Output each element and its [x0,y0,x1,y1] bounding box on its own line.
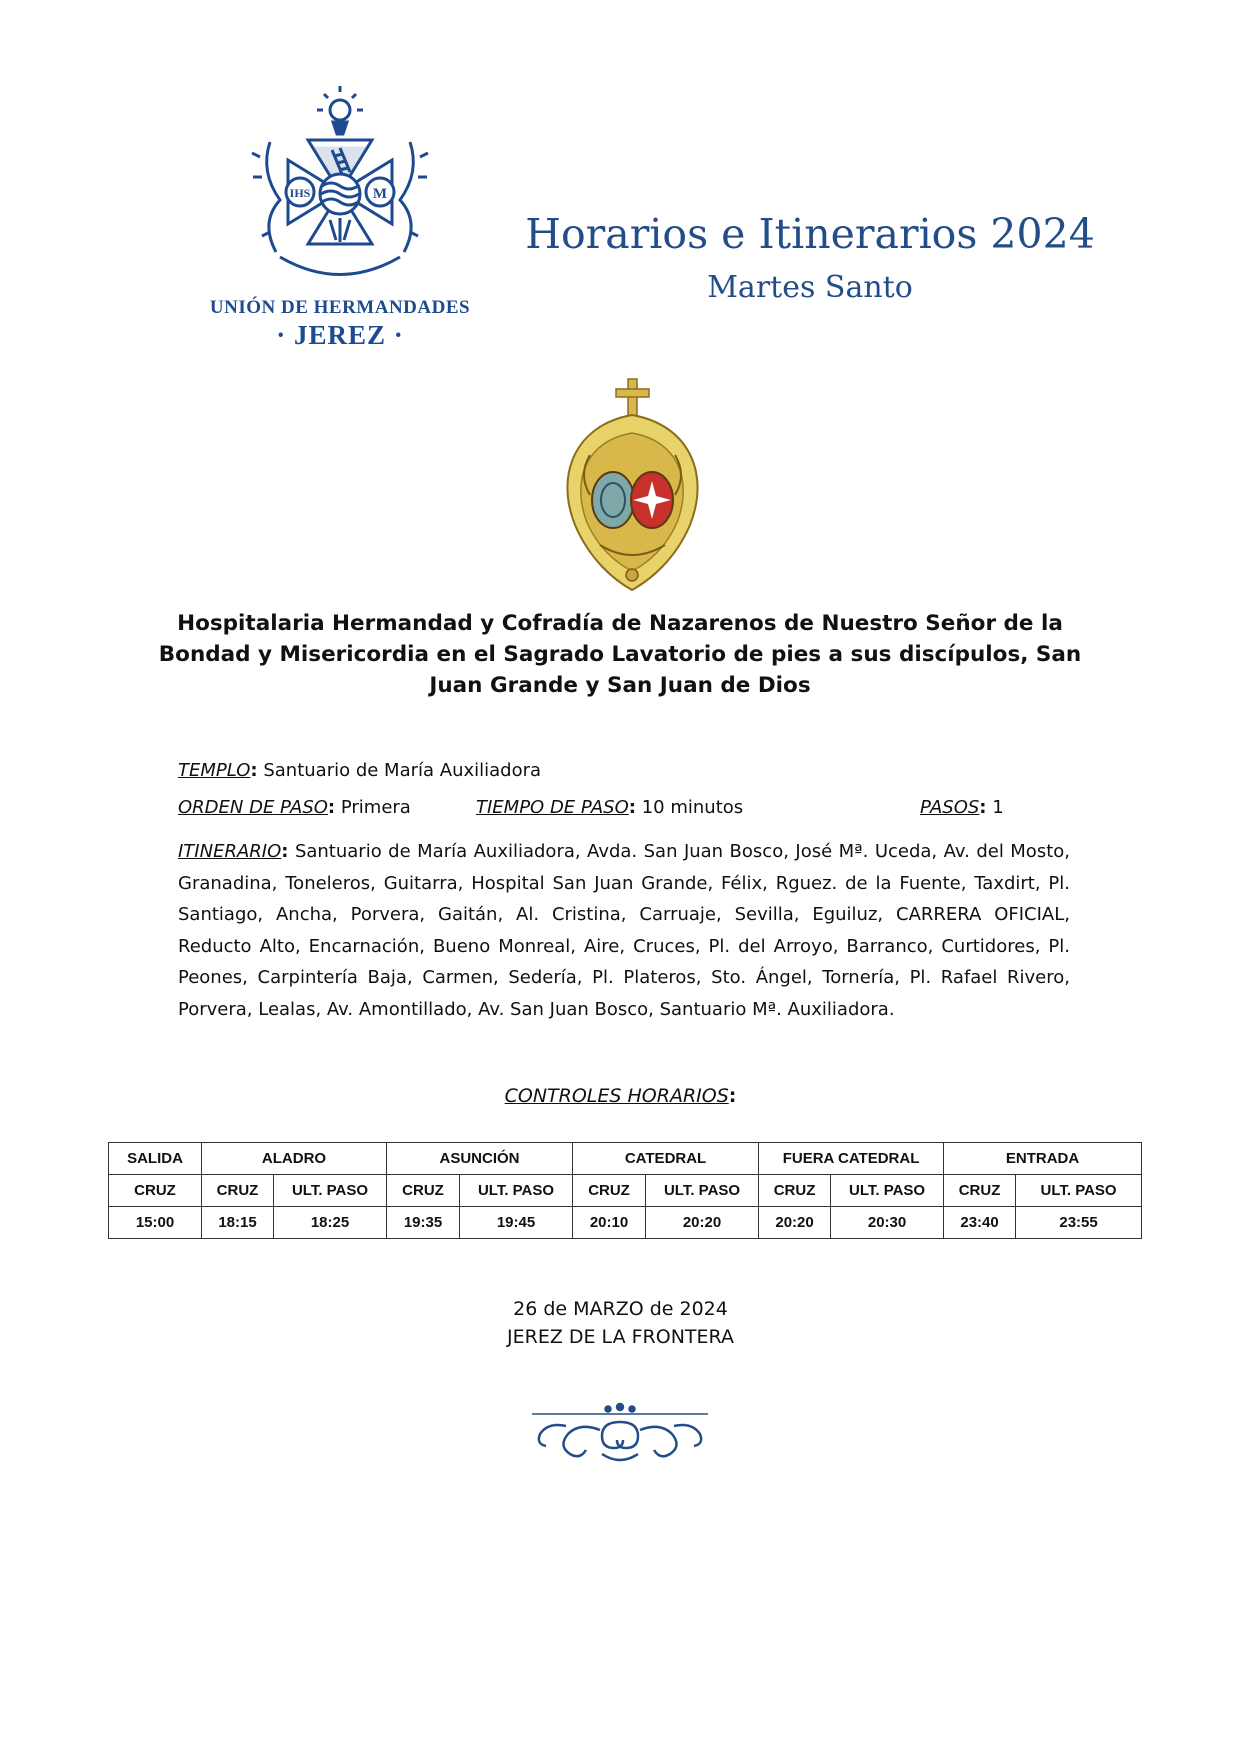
brotherhood-name: Hospitalaria Hermandad y Cofradía de Nazarenos de Nuestro Señor de la Bondad y Misericordia en el Sagrado Lavatorio de pies a sus discípulos, San Juan Grande y San Juan de Dios [158,611,1082,698]
group-header: ALADRO [202,1143,387,1175]
logo-ihs-text: IHS [289,186,311,200]
page-title: Horarios e Itinerarios 2024 [525,210,1095,258]
org-name: UNIÓN DE HERMANDADES [209,297,471,318]
orden-value: Primera [340,797,411,818]
schedule-times-row [109,1207,1142,1239]
subheader-cell: CRUZ [944,1175,1016,1207]
tiempo-group: TIEMPO DE PASO: 10 minutos [476,797,744,818]
itinerario-value: Santuario de María Auxiliadora, Avda. San Juan Bosco, José Mª. Uceda, Av. del Mosto, Granadina, Toneleros, Guitarra, Hospital San Juan Grande, Félix, Rguez. de la Fuente, Taxdirt, Pl. Santiago, Ancha, Porvera, Gaitán, Al. Cristina, Carruaje, Sevilla, Eguiluz, CARRERA OFICIAL, Reducto Alto, Encarnación, Bueno Monreal, Aire, Cruces, Pl. del Arroyo, Barranco, Curtidores, Pl. Peones, Carpintería Baja, Carmen, Sedería, Pl. Plateros, Sto. Ángel, Tornería, Pl. Rafael Rivero, Porvera, Lealas, Av. Amontillado, Av. San Juan Bosco, Santuario Mª. Auxiliadora. [178,841,1070,1020]
org-city: · JEREZ · [276,320,404,350]
group-header: FUERA CATEDRAL [759,1143,944,1175]
time-cell: 19:35 [387,1207,460,1239]
footer-date: 26 de MARZO de 2024 [513,1298,728,1320]
tiempo-value: 10 minutos [641,797,744,818]
pasos-value: 1 [992,797,1004,818]
footer-city: JEREZ DE LA FRONTERA [507,1326,734,1348]
time-cell: 23:55 [1016,1207,1142,1239]
controls-title: CONTROLES HORARIOS: [504,1085,737,1107]
subheader-cell: ULT. PASO [831,1175,944,1207]
schedule-group-row [109,1143,1142,1175]
subheader-cell: ULT. PASO [646,1175,759,1207]
time-cell: 18:25 [274,1207,387,1239]
time-cell: 18:15 [202,1207,274,1239]
time-cell: 20:10 [573,1207,646,1239]
group-header: ENTRADA [944,1143,1142,1175]
page-subtitle: Martes Santo [707,270,913,305]
time-cell: 20:20 [759,1207,831,1239]
subheader-cell: CRUZ [109,1175,202,1207]
schedule-subheader-row [109,1175,1142,1207]
subheader-cell: ULT. PASO [1016,1175,1142,1207]
templo-label: TEMPLO [178,760,251,781]
orden-row [178,797,1070,825]
pasos-group: PASOS: 1 [920,797,1004,818]
group-header: CATEDRAL [573,1143,759,1175]
time-cell: 15:00 [109,1207,202,1239]
subheader-cell: CRUZ [573,1175,646,1207]
group-header: SALIDA [109,1143,202,1175]
templo-row: TEMPLO: Santuario de María Auxiliadora [178,760,542,781]
pasos-label: PASOS [920,797,980,818]
subheader-cell: CRUZ [202,1175,274,1207]
group-header: ASUNCIÓN [387,1143,573,1175]
logo-m-text: M [372,186,388,202]
brotherhood-crest [550,375,715,595]
subheader-cell: ULT. PASO [460,1175,573,1207]
time-cell: 20:30 [831,1207,944,1239]
tiempo-label: TIEMPO DE PASO [476,797,629,818]
itinerario-label: ITINERARIO [178,841,282,862]
subheader-cell: ULT. PASO [274,1175,387,1207]
time-cell: 19:45 [460,1207,573,1239]
subheader-cell: CRUZ [387,1175,460,1207]
schedule-table [108,1142,1142,1239]
ornament-icon [530,1400,710,1470]
time-cell: 20:20 [646,1207,759,1239]
subheader-cell: CRUZ [759,1175,831,1207]
orden-label: ORDEN DE PASO [178,797,328,818]
orden-group: ORDEN DE PASO: Primera [178,797,411,818]
time-cell: 23:40 [944,1207,1016,1239]
templo-value: Santuario de María Auxiliadora [263,760,542,781]
itinerario-row: ITINERARIO: Santuario de María Auxiliadora, Avda. San Juan Bosco, José Mª. Uceda, Av. del Mosto, Granadina, Toneleros, Guitarra, Hospital San Juan Grande, Félix, Rguez. de la Fuente, Taxdirt, Pl. Santiago, Ancha, Porvera, Gaitán, Al. Cristina, Carruaje, Sevilla, Eguiluz, CARRERA OFICIAL, Reducto Alto, Encarnación, Bueno Monreal, Aire, Cruces, Pl. del Arroyo, Barranco, Curtidores, Pl. Peones, Carpintería Baja, Carmen, Sedería, Pl. Plateros, Sto. Ángel, Tornería, Pl. Rafael Rivero, Porvera, Lealas, Av. Amontillado, Av. San Juan Bosco, Santuario Mª. Auxiliadora. [178,841,1070,1020]
